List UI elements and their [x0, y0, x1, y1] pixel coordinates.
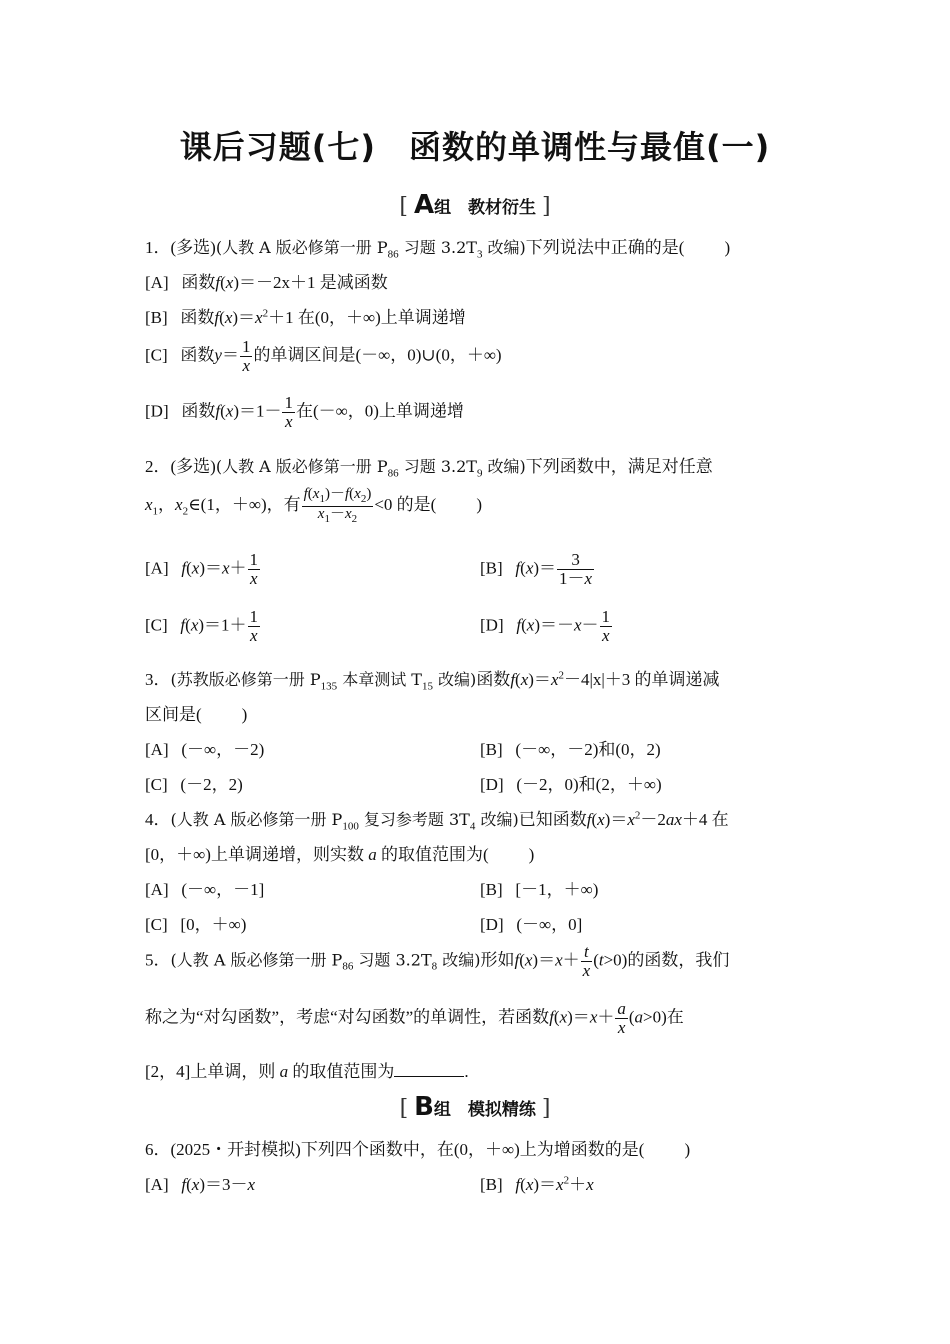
q5-stem-line3: [2，4]上单调，则 a 的取值范围为 . — [145, 1062, 469, 1081]
q4-option-c: [C] [0，＋∞) — [145, 915, 247, 934]
q3-option-b: [B] (－∞，－2)和(0，2) — [480, 740, 661, 759]
answer-blank[interactable] — [394, 1062, 464, 1077]
q2-option-d: [D] f(x)＝－x－ $\frac{1}{x}$ — [480, 607, 611, 645]
q6-option-a: [A] f(x)＝3－x — [145, 1175, 256, 1194]
q2-option-c: [C] f(x)＝1＋ $\frac{1}{x}$ — [145, 607, 259, 645]
group-a-letter: A — [413, 190, 435, 220]
q4-stem-line2: [0，＋∞)上单调递增，则实数 a 的取值范围为( ) — [145, 845, 535, 864]
q2-option-b: [B] f(x)＝ $\frac{3}{1-x}$ — [480, 550, 593, 588]
group-b-letter: B — [414, 1092, 434, 1122]
group-a-header: [ A组 教材衍生 ] — [399, 190, 551, 220]
q3-option-d: [D] (－2，0)和(2，＋∞) — [480, 775, 662, 794]
q1-option-c: [C] 函数y＝ $\frac{1}{x}$ 的单调区间是(－∞，0)∪(0，＋∞) — [145, 337, 502, 375]
q4-option-b: [B] [－1，＋∞) — [480, 880, 599, 899]
q4-option-d: [D] (－∞，0] — [480, 915, 583, 934]
q4-option-a: [A] (－∞，－1] — [145, 880, 265, 899]
group-a-label: 组 教材衍生 — [434, 198, 537, 218]
q5-stem-line2: 称之为“对勾函数”，考虑“对勾函数”的单调性，若函数f(x)＝x＋ $\frac{a}{x}$ (a>0)在 — [145, 999, 684, 1037]
group-b-header: [ B组 模拟精练 ] — [399, 1092, 551, 1122]
q3-option-a: [A] (－∞，－2) — [145, 740, 265, 759]
q4-stem: 4．(人教 A 版必修第一册 $P_{100}$ 复习参考题 $3T_4$ 改编)已知函数$f(x)=x^2-2ax+4$ 在 — [145, 809, 729, 833]
q6-stem: 6．(2025・开封模拟)下列四个函数中，在(0，＋∞)上为增函数的是( ) — [145, 1140, 691, 1159]
q5-stem: 5．(人教 A 版必修第一册 $P_{86}$ 习题 $3.2T_8$ 改编)形如f(x)＝x＋ $\frac{t}{x}$ (t>0)的函数，我们 — [145, 942, 730, 980]
q3-stem-line2: 区间是( ) — [145, 705, 248, 724]
q3-option-c: [C] (－2，2) — [145, 775, 243, 794]
q1-stem: 1．(多选)(人教 A 版必修第一册 $P_{86}$ 习题 $3.2T_3$ 改编)下列说法中正确的是( ) — [145, 238, 731, 261]
q3-stem: 3．(苏教版必修第一册 $P_{135}$ 本章测试 $T_{15}$ 改编)函数$f(x)=x^2-4|x|+3$ 的单调递减 — [145, 669, 720, 693]
q1-option-b: [B] 函数$f(x)=x^2+1$ 在(0，＋∞)上单调递增 — [145, 307, 466, 327]
q2-stem: 2．(多选)(人教 A 版必修第一册 $P_{86}$ 习题 $3.2T_9$ 改编)下列函数中，满足对任意 — [145, 457, 713, 480]
q2-stem-line2: $x_1$，$x_2\in(1$，＋∞)，有 $\frac{f(x_1)-f(x_2)}{x_1-x_2}$ <0 的是( ) — [145, 486, 482, 525]
q1-option-d: [D] 函数f(x)＝1－ $\frac{1}{x}$ 在(－∞，0)上单调递增 — [145, 393, 464, 431]
page-title: 课后习题(七) 函数的单调性与最值(一) — [179, 128, 771, 166]
q1-option-a: [A] 函数f(x)＝－2x＋1 是减函数 — [145, 273, 388, 292]
group-b-label: 组 模拟精练 — [433, 1100, 536, 1120]
q6-option-b: [B] $f(x)=x^2+x$ — [480, 1174, 594, 1194]
q2-option-a: [A] f(x)＝x＋ $\frac{1}{x}$ — [145, 550, 259, 588]
